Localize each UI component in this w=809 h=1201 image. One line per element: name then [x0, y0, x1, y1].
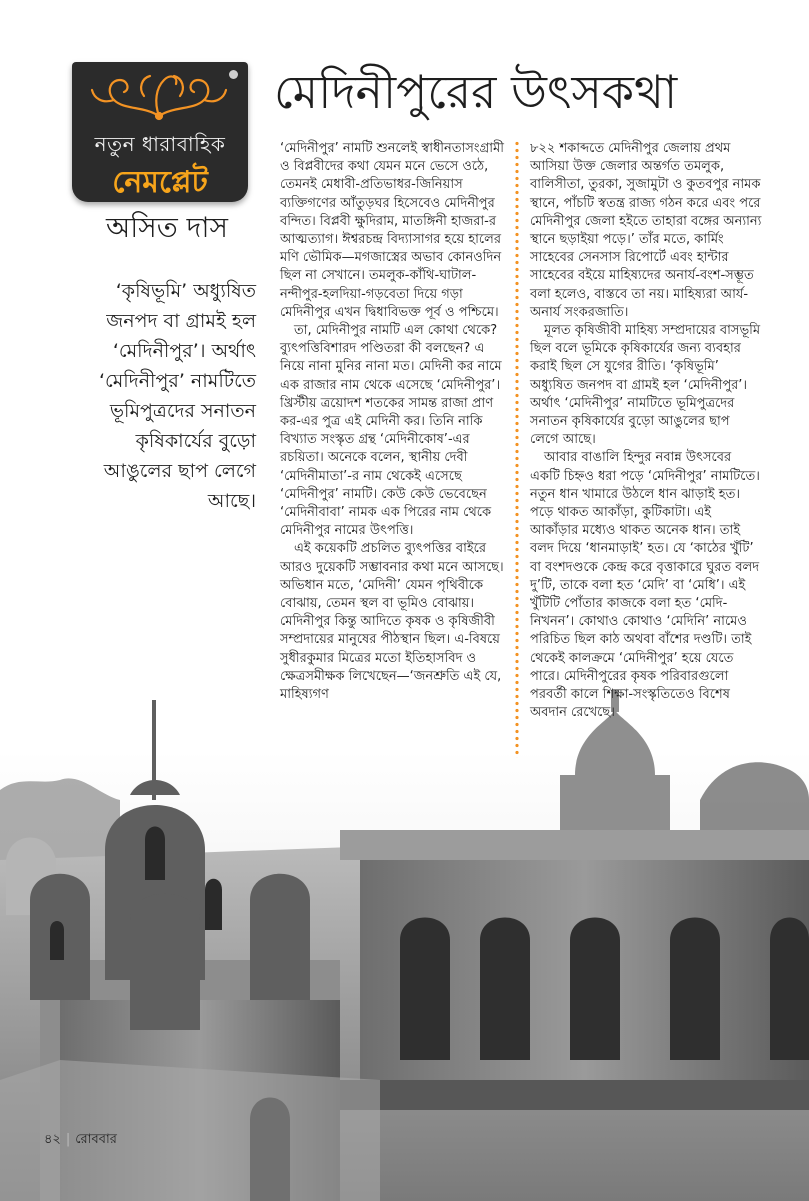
- paragraph: আবার বাঙালি হিন্দুর নবান্ন উৎসবের একটি চিহ্নও ধরা পড়ে ‘মেদিনীপুর’ নামটিতে। নতুন ধান খামারে উঠলে ধান ঝাড়াই হত। পড়ে থাকত আকাঁড়া, কুটিকাটা। এই আকাঁড়ার মধ্যেও থাকত অনেক ধান। তাই বলদ দিয়ে ‘ধানমাড়াই’ হত। যে ‘কাঠের খুঁটি’ বা বংশদণ্ডকে কেন্দ্র করে বৃত্তাকারে ঘুরত বলদ দু’টি, তাকে বলা হত ‘মেদি’ বা ‘মেধি’। এই খুঁটিটি পোঁতার কাজকে বলা হত ‘মেদি-নিখনন’। কোথাও কোথাও ‘মেদিনি’ নামেও পরিচিত ছিল কাঠ অথবা বাঁশের দণ্ডটি। তাই থেকেই কালক্রমে ‘মেদিনীপুর’ হয়ে যেতে পারে। মেদিনীপুরের কৃষক পরিবারগুলো পরবর্তী কালে শিক্ষা-সংস্কৃতিতেও বিশেষ অবদান রেখেছে।: [530, 450, 760, 721]
- page-number: ৪২: [44, 1132, 61, 1147]
- article-column-1: [280, 140, 508, 704]
- author-name: অসিত দাস: [106, 211, 228, 244]
- article-title: মেদিনীপুরের উৎসকথা: [274, 65, 678, 119]
- paragraph: মূলত কৃষিজীবী মাহিষ্য সম্প্রদায়ের বাসভূমি ছিল বলে ভূমিকে কৃষিকার্যের জন্য ব্যবহার করাই ছিল সে যুগের রীতি। ‘কৃষিভূমি’ অধ্যুষিত জনপদ বা গ্রামই হল ‘মেদিনীপুর’। অর্থাৎ ‘মেদিনীপুর’ নামটিতে ভূমিপুত্রদের সনাতন কৃষিকার্যের বুড়ো আঙুলের ছাপ লেগে আছে।: [530, 323, 761, 448]
- series-label: নতুন ধারাবাহিক: [94, 132, 226, 156]
- paragraph: ‘মেদিনীপুর’ নামটি শুনলেই স্বাধীনতাসংগ্রামী ও বিপ্লবীদের কথা যেমন মনে ভেসে ওঠে, তেমনই মেধাবী-প্রতিভাধর-জিনিয়াস ব্যক্তিগণের আঁতুড়ঘর হিসেবেও মেদিনীপুর বন্দিত। বিপ্লবী ক্ষুদিরাম, মাতঙ্গিনী হাজরা-র আত্মত্যাগ। ঈশ্বরচন্দ্র বিদ্যাসাগর হয়ে হালের মণি ভৌমিক—মগজাস্ত্রের অভাব কোনওদিন ছিল না সেখানে। তমলুক-কাঁথি-ঘাটাল-নন্দীপুর-হলদিয়া-গড়বেতা দিয়ে গড়া মেদিনীপুর এখন দ্বিধাবিভক্ত পূর্ব ও পশ্চিমে।: [280, 141, 504, 320]
- section-label: নেমপ্লেট: [112, 165, 208, 200]
- pull-quote: ‘কৃষিভূমি’ অধ্যুষিত জনপদ বা গ্রামই হল ‘মেদিনীপুর’। অর্থাৎ ‘মেদিনীপুর’ নামটিতে ভূমিপুত্রদের সনাতন কৃষিকার্যের বুড়ো আঙুলের ছাপ লেগে আছে।: [99, 280, 256, 512]
- column-divider: [515, 140, 519, 758]
- paragraph: ৮২২ শকাব্দতে মেদিনীপুর জেলায় প্রথম আসিয়া উক্ত জেলার অন্তর্গত তমলুক, বালিসীতা, তুরকা, সুজামুটা ও কুতবপুর নামক স্থানে, পাঁচটি স্বতন্ত্র রাজ্য গঠন করে এবং পরে মেদিনীপুর জেলা হইতে তাহারা বঙ্গের অন্যান্য স্থানে ছড়াইয়া পড়ে।’ তাঁর মতে, কার্মিং সাহেবের সেনসাস রিপোর্টে এবং হান্টার সাহেবের বইয়ে মাহিষ্যদের অনার্য-বংশ-সম্ভূত বলা হলেও, বাস্তবে তা নয়। মাহিষ্যরা আর্য-অনার্য সংকরজাতি।: [530, 141, 762, 320]
- paragraph: তা, মেদিনীপুর নামটি এল কোথা থেকে? ব্যুৎপত্তিবিশারদ পণ্ডিতরা কী বলছেন? এ নিয়ে নানা মুনির নানা মত। মেদিনী কর নামে এক রাজার নাম থেকে এসেছে ‘মেদিনীপুর’। খ্রিস্টীয় ত্রয়োদশ শতকের সামন্ত রাজা প্রাণ কর-এর পুত্র এই মেদিনী কর। তিনি নাকি বিখ্যাত সংস্কৃত গ্রন্থ ‘মেদিনীকোষ’-এর রচয়িতা। অনেকে বলেন, স্থানীয় দেবী ‘মেদিনীমাতা’-র নাম থেকেই এসেছে ‘মেদিনীপুর’ নামটি। কেউ কেউ ভেবেছেন ‘মেদিনীবাবা’ নামক এক পিরের নাম থেকে মেদিনীপুর নামের উৎপত্তি।: [280, 323, 502, 539]
- paragraph: এই কয়েকটি প্রচলিত ব্যুৎপত্তির বাইরে আরও দুয়েকটি সম্ভাবনার কথা মনে আসছে। অভিধান মতে, ‘মেদিনী’ যেমন পৃথিবীকে বোঝায়, তেমন স্থল বা ভূমিও বোঝায়। মেদিনীপুর কিন্তু আদিতে কৃষক ও কৃষিজীবী সম্প্রদায়ের মানুষের পীঠস্থান ছিল। এ-বিষয়ে সুধীরকুমার মিত্রের মতো ইতিহাসবিদ ও ক্ষেত্রসমীক্ষক লিখেছেন—‘জনশ্রুতি এই যে, মাহিষ্যগণ: [280, 541, 504, 703]
- footer-divider: |: [65, 1132, 71, 1147]
- article-column-2: [530, 140, 762, 723]
- floral-ornament-icon: [84, 66, 234, 122]
- magazine-name: রোববার: [75, 1132, 117, 1147]
- series-badge: [72, 62, 248, 202]
- page-footer: [44, 1130, 117, 1151]
